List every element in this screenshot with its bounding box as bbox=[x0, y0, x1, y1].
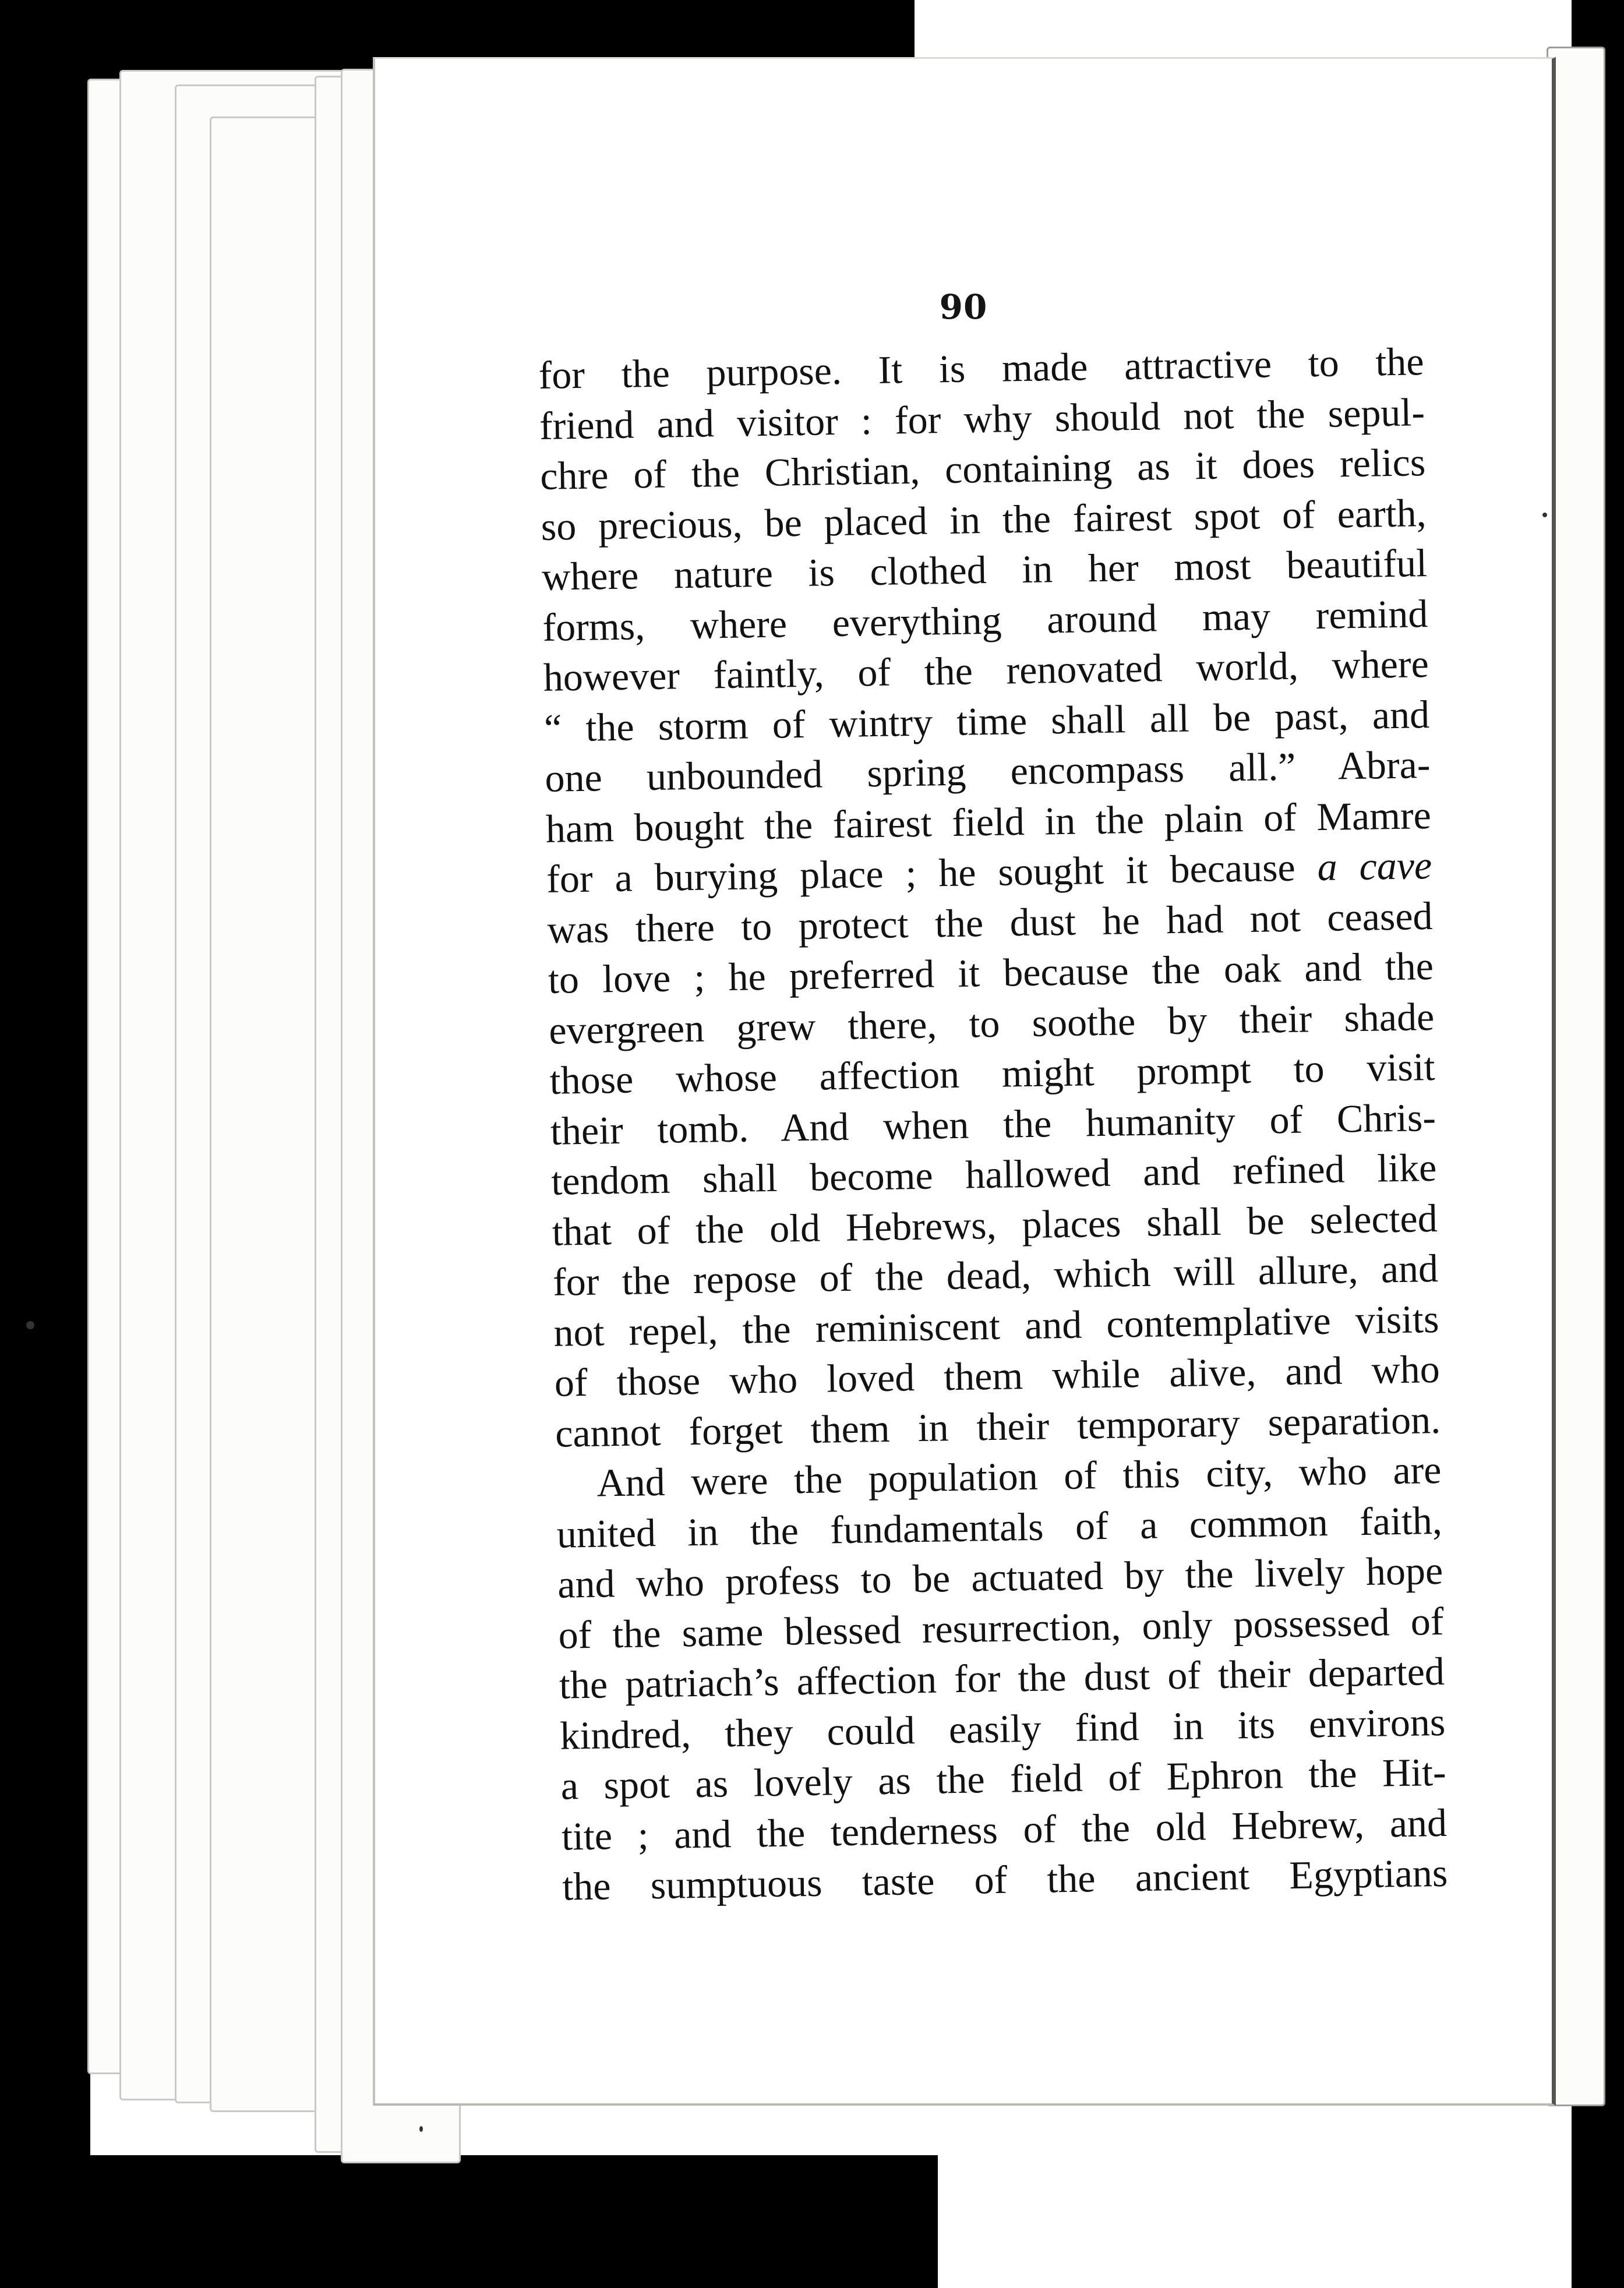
text-line: friend and visitor : for why should not the sepul- bbox=[539, 389, 1425, 448]
text-line: one unbounded spring encompass all.” Abra- bbox=[544, 742, 1431, 800]
text-line: And were the population of this city, who are bbox=[596, 1447, 1442, 1505]
text-line: those whose affection might prompt to visit bbox=[549, 1044, 1436, 1103]
text-line: kindred, they could easily find in its environs bbox=[559, 1699, 1446, 1758]
text-line: not repel, the reminiscent and contemplative visits bbox=[553, 1296, 1439, 1355]
text-line: of the same blessed resurrection, only possessed of bbox=[558, 1598, 1445, 1657]
text-line: was there to protect the dust he had not ceased bbox=[547, 893, 1434, 952]
text-line: “ the storm of wintry time shall all be past, and bbox=[543, 691, 1430, 750]
text-line: forms, where everything around may remind bbox=[542, 591, 1428, 649]
text-line: where nature is clothed in her most beautiful bbox=[541, 541, 1428, 599]
text-line: the sumptuous taste of the ancient Egyptians bbox=[562, 1850, 1448, 1909]
text-line: evergreen grew there, to soothe by their shade bbox=[548, 994, 1435, 1053]
body-text bbox=[538, 336, 1448, 1912]
scan-border-bottom bbox=[0, 2155, 938, 2288]
text-line: for the repose of the dead, which will allure, and bbox=[552, 1245, 1439, 1304]
text-line: however faintly, of the renovated world, where bbox=[543, 641, 1429, 700]
text-fragment: for a burying place ; he sought it because bbox=[546, 845, 1296, 901]
page-number: 90 bbox=[939, 287, 988, 327]
text-line: tite ; and the tenderness of the old Hebrew, and bbox=[561, 1800, 1448, 1859]
text-line: so precious, be placed in the fairest spot of earth, bbox=[541, 490, 1427, 549]
text-line: for the purpose. It is made attractive to the bbox=[538, 339, 1425, 397]
book-page bbox=[373, 57, 1556, 2106]
scan-speck bbox=[26, 1321, 34, 1329]
text-line: to love ; he preferred it because the oak and the bbox=[548, 943, 1434, 1002]
text-line: a spot as lovely as the field of Ephron the Hit- bbox=[560, 1749, 1447, 1808]
italic-phrase: a cave bbox=[1317, 843, 1432, 889]
text-line: that of the old Hebrews, places shall be selected bbox=[552, 1195, 1438, 1254]
scan-border-left bbox=[0, 0, 90, 2288]
scan-speck bbox=[419, 2126, 423, 2132]
scan-border-bottom-right bbox=[1572, 2097, 1624, 2288]
text-line: cannot forget them in their temporary separation. bbox=[555, 1397, 1441, 1456]
text-line: chre of the Christian, containing as it does relics bbox=[539, 440, 1426, 498]
text-line: tendom shall become hallowed and refined like bbox=[550, 1145, 1437, 1203]
text-line: their tomb. And when the humanity of Chris- bbox=[550, 1094, 1436, 1153]
text-line: ham bought the fairest field in the plain of Mamre bbox=[545, 792, 1432, 851]
text-line: of those who loved them while alive, and who bbox=[554, 1346, 1441, 1405]
text-line: and who profess to be actuated by the lively hope bbox=[557, 1548, 1443, 1606]
text-line: the patriach’s affection for the dust of their departed bbox=[559, 1648, 1445, 1707]
text-line: united in the fundamentals of a common faith, bbox=[556, 1498, 1443, 1556]
scan-speck bbox=[1542, 513, 1547, 517]
